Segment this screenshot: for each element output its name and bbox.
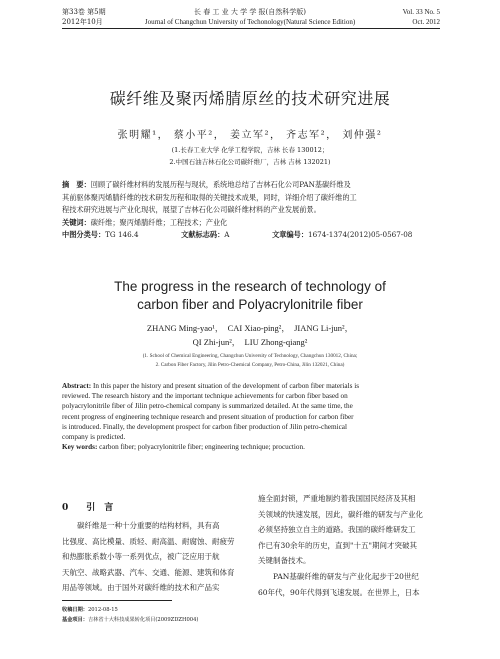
abstract-en-line: is introduced. Finally, the development prospect for carbon fiber production of Jilin petro-chemical bbox=[62, 422, 347, 431]
header-rule bbox=[62, 28, 440, 29]
body-line: 关领域的快速发展，因此，碳纤维的研发与产业化 bbox=[258, 509, 423, 519]
abstract-en-line: reviewed. The research history and the important technique achievements for carbon fiber based on bbox=[62, 392, 348, 401]
doc-code-value: A bbox=[224, 230, 230, 239]
footnote-funding-label: 基金项目： bbox=[62, 617, 88, 623]
body-line: 关键制备技术。 bbox=[258, 556, 311, 566]
body-line: 天航空、战略武器、汽车、交通、能源、建筑和体育 bbox=[62, 567, 235, 577]
abstract-en bbox=[62, 381, 440, 452]
affiliation-en-1: (1. School of Chemical Engineering, Changchun University of Technology, Changchun 130012, China; bbox=[142, 353, 358, 359]
title-cn: 碳纤维及聚丙烯腈原丝的技术研究进展 bbox=[109, 89, 391, 108]
abstract-en-line: In this paper the history and present situation of the development of carbon fiber materials is bbox=[92, 382, 359, 390]
article-id-value: 1674-1374(2012)05-0567-08 bbox=[308, 230, 413, 239]
clc-value: TG 146.4 bbox=[105, 230, 139, 239]
authors-cn: 张明耀¹， 蔡小平²， 姜立军²， 齐志军²， 刘仲强² bbox=[117, 130, 383, 141]
header-date-en: Oct. 2012 bbox=[412, 18, 440, 26]
abstract-cn-line: 回顾了碳纤维材料的发展历程与现状，系统地总结了吉林石化公司PAN基碳纤维及 bbox=[90, 180, 351, 189]
footnote-rule bbox=[62, 600, 172, 601]
section-title: 引 言 bbox=[86, 503, 114, 513]
affiliation-cn-1: (1.长春工业大学 化学工程学院，吉林 长春 130012； bbox=[171, 146, 329, 154]
article-id-label: 文章编号： bbox=[272, 230, 309, 239]
footnote-received-value: 2012-08-15 bbox=[87, 607, 118, 613]
footnote-received-label: 收稿日期： bbox=[62, 607, 88, 613]
body-left-column bbox=[62, 518, 248, 596]
doc-code-label: 文献标志码： bbox=[181, 230, 225, 239]
clc-label: 中图分类号： bbox=[62, 230, 106, 239]
body-line: 比强度、高比模量、质轻、耐高温、耐腐蚀、耐疲劳 bbox=[62, 536, 235, 546]
header-date-cn: 2012年10月 bbox=[62, 18, 103, 26]
header-journal-en: Journal of Changchun University of Techonology(Natural Science Edition) bbox=[144, 18, 356, 26]
abstract-en-line: recent progress of engineering technique research and present situation of production for carbon fiber bbox=[62, 412, 354, 421]
footnote-received bbox=[62, 606, 118, 614]
keywords-en-text: carbon fiber; polyacrylonitrile fiber; engineering technique; procuction. bbox=[99, 443, 305, 452]
abstract-cn bbox=[62, 179, 442, 242]
header-volume-en: Vol. 33 No. 5 bbox=[402, 8, 440, 16]
title-en-line-1: The progress in the research of technology of bbox=[114, 279, 386, 294]
body-line: 施全面封锁，严重地制约着我国国民经济及其相 bbox=[258, 494, 416, 503]
keywords-en-label: Key words: bbox=[62, 443, 98, 452]
abstract-en-line: company is predicted. bbox=[62, 433, 126, 442]
abstract-en-line: polyacrylonitrile fiber of Jilin petro-chemical company is summarized detailed. At the same time, the bbox=[62, 402, 353, 411]
abstract-en-label: Abstract: bbox=[62, 382, 92, 390]
body-line: PAN基碳纤维的研发与产业化起步于20世纪 bbox=[258, 571, 419, 581]
section-heading bbox=[62, 500, 113, 513]
abstract-cn-label: 摘 要： bbox=[62, 180, 91, 189]
authors-en-line-1: ZHANG Ming-yao¹， CAI Xiao-ping²， JIANG Li-jun²， bbox=[146, 323, 354, 333]
body-line: 必须坚持独立自主的道路。我国的碳纤维研发工 bbox=[258, 525, 416, 535]
affiliation-en-2: 2. Carbon Fiber Factory, Jilin Petro-Chemical Company, Petro-China, Jilin 132021, China) bbox=[155, 362, 345, 368]
body-right-column bbox=[258, 491, 444, 600]
abstract-cn-line: 其前驱体聚丙烯腈纤维的技术研发历程和取得的关键技术成果，同时，详细介绍了碳纤维的工 bbox=[62, 192, 357, 202]
abstract-cn-line: 程技术研究进展与产业化现状，展望了吉林石化公司碳纤维材料的产业发展前景。 bbox=[62, 205, 321, 214]
footnote-funding-value: 吉林省十大科技成果转化项目(2009ZDZH004) bbox=[87, 617, 199, 623]
body-line: 作已有30余年的历史，直到"十五"期间才突破其 bbox=[258, 540, 417, 550]
header-volume-cn: 第33卷 第5期 bbox=[62, 8, 106, 16]
body-line: 和热膨胀系数小等一系列优点，被广泛应用于航 bbox=[62, 552, 220, 562]
keywords-cn-text: 碳纤维；聚丙烯腈纤维；工程技术；产业化 bbox=[90, 217, 228, 227]
title-en-line-2: carbon fiber and Polyacrylonitrile fiber bbox=[137, 297, 363, 312]
body-line: 用品等领域。由于国外对碳纤维的技术和产品实 bbox=[62, 583, 220, 593]
body-line: 60年代，90年代得到飞速发展。在世界上，日本 bbox=[258, 587, 420, 597]
body-line: 碳纤维是一种十分重要的结构材料，具有高 bbox=[62, 521, 220, 530]
keywords-cn-label: 关键词： bbox=[62, 217, 91, 227]
footnote-funding bbox=[62, 616, 198, 624]
classification-line bbox=[62, 229, 442, 242]
header-journal-cn: 长 春 工 业 大 学 学 报(自然科学版) bbox=[193, 8, 307, 16]
section-number: 0 bbox=[62, 503, 69, 513]
affiliation-cn-2: 2.中国石油吉林石化公司碳纤维厂，吉林 吉林 132021) bbox=[169, 158, 331, 166]
authors-en-line-2: QI Zhi-jun²， LIU Zhong-qiang² bbox=[192, 337, 308, 347]
